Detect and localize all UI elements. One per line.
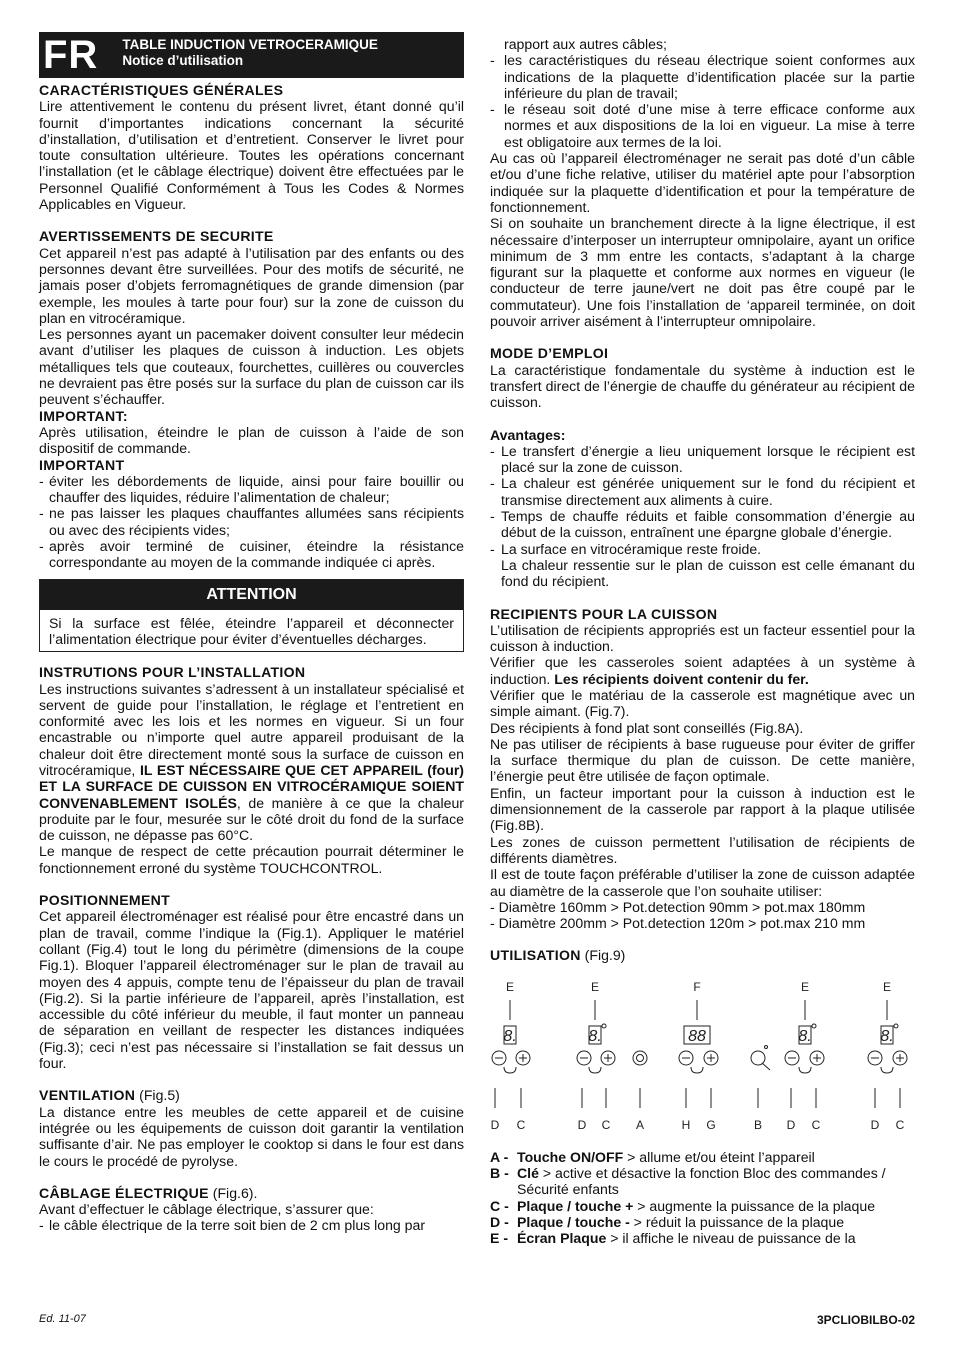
- important-list: [39, 473, 464, 571]
- label-e-2: E: [590, 979, 600, 994]
- label-c-3: C: [811, 1117, 821, 1132]
- paragraph-avertissements-1: Cet appareil n’est pas adapté à l’utilisation par des enfants ou des personnes devant être surveillées. Pour des motifs de sécurité, ne jamais poser d’objets ferromagnétiques de grande dimension (par exemple, les moules à tarte pour four) sur la zone de cuisson du plan en vitrocéramique.: [39, 244, 464, 326]
- definition-row: E - Écran Plaque > il affiche le niveau de puissance de la: [490, 1230, 856, 1247]
- list-item: - Le transfert d’énergie a lieu uniquement lorsque le récipient est placé sur la zone de cuisson.: [490, 443, 915, 476]
- label-b: B: [753, 1117, 763, 1132]
- paragraph-cablage-2: Au cas où l’appareil électroménager ne serait pas doté d’un câble et/ou d’une fiche relative, utiliser du matériel apte pour l’absorption indiquée sur la plaquette d’identification et pour la température de fonctionnement.: [490, 150, 915, 215]
- label-a: A: [635, 1117, 645, 1132]
- label-c-1: C: [516, 1117, 526, 1132]
- label-e-4: E: [882, 979, 892, 994]
- document-code: 3PCLIOBILBO-02: [816, 1313, 915, 1327]
- list-item: - les caractéristiques du réseau électrique soient conformes aux indications de la plaquette d’identification placée sur la partie inférieure du plan de travail;: [490, 52, 915, 101]
- section-title-utilisation: UTILISATION (Fig.9): [490, 947, 626, 964]
- display-timer: [684, 1026, 710, 1045]
- paragraph-positionnement: Cet appareil électroménager est réalisé pour être encastré dans un plan de travail, comme l’indique la (Fig.1). Appliquer le matériel collant (Fig.4) tout le long du périmètre (dimensions de la coupe Fig.1). Bloquer l’appareil électroménager sur le plan de travail au moyen des 4 appuis, compte tenu de l’épaisseur du plan de travail (Fig.2). Si la partie inférieure de l’appareil, après l’installation, est accessible du côté inférieur du meuble, il faut monter un panneau de séparation en veillant de respecter les distances indiquées (Fig.3); ceci n’est pas nécessaire si l’installation se fait dessus un four.: [39, 908, 464, 1072]
- display-zone-1: [503, 1026, 516, 1045]
- svg-text:88: 88: [688, 1027, 706, 1045]
- control-panel-diagram: [490, 970, 915, 1145]
- paragraph-recipients-8: Il est de toute façon préférable d’utiliser la zone de cuisson adaptée au diamètre de la casserole que l’on souhaite utiliser:: [490, 866, 915, 899]
- minus-icon[interactable]: [868, 1051, 882, 1065]
- definition-row: A - Touche ON/OFF > allume et/ou éteint l’appareil: [490, 1148, 815, 1165]
- label-g: G: [706, 1117, 716, 1132]
- important-title-2: IMPORTANT: [39, 456, 125, 473]
- edition-label: Ed. 11-07: [39, 1313, 86, 1325]
- label-d-4: D: [870, 1117, 880, 1132]
- definition-row: B - Clé > active et désactive la fonction Bloc des commandes / Sécurité enfants: [490, 1165, 886, 1198]
- cablage-list: [490, 52, 915, 150]
- language-code: FR: [43, 33, 99, 77]
- definition-row: D - Plaque / touche - > réduit la puissance de la plaque: [490, 1213, 845, 1230]
- paragraph-caracteristiques: Lire attentivement le contenu du présent livret, étant donné qu’il fournit d’importantes indications concernant la sécurité d’installation, d’utilisation et d’entretient. Conserver le livret pour toute consultation ultérieure. Toutes les opérations concernant l’installation (et le câblage électrique) doivent être effectuées par le Personnel Qualifié Conformément à Tous les Codes & Normes Applicables en Vigueur.: [39, 98, 464, 213]
- power-icon[interactable]: [633, 1051, 647, 1065]
- list-item: - éviter les débordements de liquide, ainsi pour faire bouillir ou chauffer des liquides, réduire l’alimentation de chaleur;: [39, 473, 464, 506]
- cablage-item-continued: rapport aux autres câbles;: [504, 36, 667, 52]
- diameter-line-2: - Diamètre 200mm > Pot.detection 120m > pot.max 210 mm: [490, 915, 866, 932]
- important-title-1: IMPORTANT:: [39, 407, 128, 424]
- document-header: [39, 32, 464, 78]
- paragraph-recipients-5: Ne pas utiliser de récipients à base rugueuse pour éviter de griffer la surface thermique du plan de cuisson. De cette manière, l’énergie peut être utilisée de façon optimale.: [490, 735, 915, 785]
- paragraph-installation-1: Les instructions suivantes s’adressent à un installateur spécialisé et servent de guide pour l’installation, le réglage et l’entretient en conformité avec les lois et les normes en vigueur. Si un four encastrable ou n’importe quel autre appareil produisant de la chaleur doit être directement monté sous la surface de cuisson en vitrocéramique, IL EST NÉCESSAIRE QUE CET APPAREIL (four) ET LA SURFACE DE CUISSON EN VITROCÉRAMIQUE SOIENT CONVENABLEMENT ISOLÉS, de manière à ce que la chaleur produite par le four, mesurée sur le côté droit du fond de la surface de cuisson, ne dépasse pas 60°C.: [39, 680, 464, 844]
- attention-box: [39, 579, 464, 653]
- section-title-recipients: RECIPIENTS POUR LA CUISSON: [490, 605, 718, 622]
- avantages-list: [490, 443, 915, 557]
- paragraph-recipients-7: Les zones de cuisson permettent l’utilisation de récipients de différents diamètres.: [490, 833, 915, 866]
- label-c-2: C: [601, 1117, 611, 1132]
- svg-text:8.: 8.: [798, 1027, 812, 1045]
- paragraph-installation-2: Le manque de respect de cette précaution pourrait déterminer le fonctionnement erroné du système TOUCHCONTROL.: [39, 843, 464, 876]
- paragraph-recipients-1: L’utilisation de récipients appropriés est un facteur essentiel pour la cuisson à induction.: [490, 621, 915, 655]
- plus-icon[interactable]: [601, 1051, 615, 1065]
- display-zone-3: [798, 1024, 816, 1045]
- list-item: - La chaleur est générée uniquement sur le fond du récipient et transmise directement aux aliments à cuire.: [490, 475, 915, 508]
- definition-row: C - Plaque / touche + > augmente la puissance de la plaque: [490, 1197, 876, 1214]
- list-item: - le câble électrique de la terre soit bien de 2 cm plus long par: [39, 1217, 464, 1233]
- svg-text:8.: 8.: [588, 1027, 602, 1045]
- plus-icon[interactable]: [704, 1051, 718, 1065]
- label-d-3: D: [786, 1117, 796, 1132]
- paragraph-recipients-6: Enfin, un facteur important pour la cuisson à induction est le dimensionnement de la casserole par rapport à la plaque utilisée (Fig.8B).: [490, 784, 915, 834]
- label-h: H: [681, 1117, 691, 1132]
- diameter-line-1: - Diamètre 160mm > Pot.detection 90mm > pot.max 180mm: [490, 898, 866, 915]
- plus-icon[interactable]: [893, 1051, 907, 1065]
- paragraph-recipients-3: Vérifier que le matériau de la casserole est magnétique avec un simple aimant. (Fig.7).: [490, 686, 915, 720]
- avantages-title: Avantages:: [490, 426, 566, 443]
- document-title: TABLE INDUCTION VETROCERAMIQUE: [122, 37, 378, 52]
- list-item: - Temps de chauffe réduits et faible consommation d’énergie au début de la cuisson, entraînent une épargne globale d’énergie.: [490, 508, 915, 541]
- paragraph-ventilation: La distance entre les meubles de cette appareil et de cuisine intégrée ou les équipements de cuisson doit garantir la ventilation suffisante d’air. Ne pas employer le cooktop si dans le four est dans le cours le procédé de pyrolyse.: [39, 1103, 464, 1169]
- section-title-positionnement: POSITIONNEMENT: [39, 892, 171, 909]
- key-lock-icon[interactable]: [751, 1045, 770, 1070]
- section-title-mode: MODE D’EMPLOI: [490, 345, 609, 362]
- display-zone-2: [588, 1024, 606, 1045]
- avantages-note: La chaleur ressentie sur le plan de cuisson est celle émanant du fond du récipient.: [501, 556, 915, 590]
- minus-icon[interactable]: [577, 1051, 591, 1065]
- section-title-avertissements: AVERTISSEMENTS DE SECURITE: [39, 228, 274, 245]
- section-title-caracteristiques: CARACTÉRISTIQUES GÉNÉRALES: [39, 82, 284, 98]
- control-definitions: [490, 1149, 915, 1247]
- list-item: - ne pas laisser les plaques chauffantes allumées sans récipients ou avec des récipients vides;: [39, 505, 464, 538]
- attention-title: ATTENTION: [40, 580, 463, 610]
- section-title-installation: INSTRUTIONS POUR L’INSTALLATION: [39, 664, 306, 681]
- minus-icon[interactable]: [492, 1051, 506, 1065]
- plus-icon[interactable]: [810, 1051, 824, 1065]
- section-title-cablage: CÂBLAGE ÉLECTRIQUE (Fig.6).: [39, 1184, 258, 1201]
- section-title-ventilation: VENTILATION (Fig.5): [39, 1087, 180, 1104]
- paragraph-cablage-3: Si on souhaite un branchement directe à la ligne électrique, il est nécessaire d’interposer un interrupteur omnipolaire, ayant un orifice minimum de 3 mm entre les contacts, s’adaptant à la charge figurant sur la plaquette et conforme aux normes en vigueur (le conducteur de terre jaune/vert ne doit pas être coupé par le commutateur). Une fois l’installation de ‘appareil terminée, on doit pouvoir arriver aisément à l’interrupteur omnipolaire.: [490, 215, 915, 330]
- display-zone-4: [880, 1024, 898, 1045]
- left-column: [39, 32, 464, 1234]
- right-column: [490, 36, 915, 1247]
- label-e-1: E: [505, 979, 515, 994]
- list-item: - La surface en vitrocéramique reste froide.: [490, 541, 915, 557]
- attention-body: Si la surface est fêlée, éteindre l’appareil et déconnecter l’alimentation électrique pour éviter d’éventuelles décharges.: [49, 614, 454, 647]
- svg-text:8.: 8.: [880, 1027, 894, 1045]
- plus-icon[interactable]: [516, 1051, 530, 1065]
- paragraph-avertissements-2: Les personnes ayant un pacemaker doivent consulter leur médecin avant d’utiliser les plaques de cuisson à induction. Les objets métalliques tels que couteaux, fourchettes, cuillères ou couvercles ne devraient pas être posés sur la surface du plan de cuisson car ils peuvent s’échauffer.: [39, 326, 464, 408]
- minus-icon[interactable]: [679, 1051, 693, 1065]
- paragraph-cablage-intro: Avant d’effectuer le câblage électrique, s’assurer que:: [39, 1201, 374, 1218]
- cablage-list-start: [39, 1217, 464, 1233]
- paragraph-mode: La caractéristique fondamentale du système à induction est le transfert direct de l’énergie de chauffe du générateur au récipient de cuisson.: [490, 361, 915, 411]
- list-item: - après avoir terminé de cuisiner, éteindre la résistance correspondante au moyen de la commande indiquée ci après.: [39, 538, 464, 571]
- label-f: F: [693, 979, 701, 994]
- paragraph-recipients-2: Vérifier que les casseroles soient adaptées à un système à induction. Les récipients doivent contenir du fer.: [490, 654, 915, 687]
- label-c-4: C: [895, 1117, 905, 1132]
- minus-icon[interactable]: [785, 1051, 799, 1065]
- label-e-3: E: [800, 979, 810, 994]
- paragraph-recipients-4: Des récipients à fond plat sont conseillés (Fig.8A).: [490, 719, 804, 736]
- important-body-1: Après utilisation, éteindre le plan de cuisson à l’aide de son dispositif de commande.: [39, 423, 464, 457]
- label-d-1: D: [490, 1117, 500, 1132]
- svg-text:8.: 8.: [503, 1027, 517, 1045]
- label-d-2: D: [577, 1117, 587, 1132]
- list-item: - le réseau soit doté d’une mise à terre efficace conforme aux normes et aux dispositions de la loi en vigueur. La mise à terre est obligatoire aux termes de la loi.: [490, 101, 915, 150]
- document-subtitle: Notice d’utilisation: [122, 53, 244, 68]
